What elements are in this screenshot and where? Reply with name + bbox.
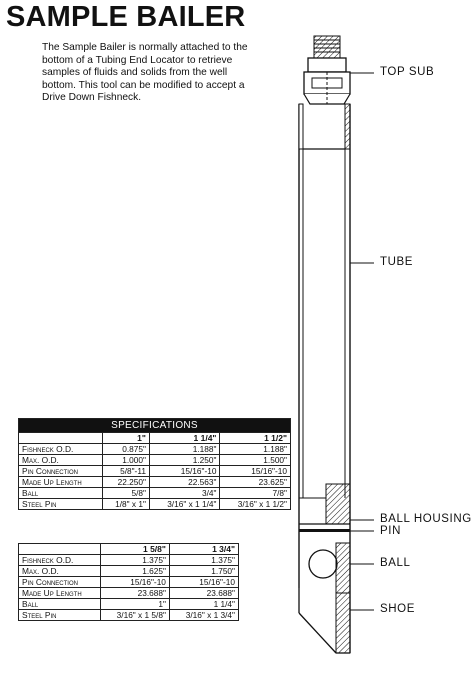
row-label: Fishneck O.D. <box>19 555 101 566</box>
shoe-shape <box>299 588 350 653</box>
table-row <box>19 566 239 577</box>
callout-ball: BALL <box>380 557 411 569</box>
table-cell: 1.750" <box>169 566 238 577</box>
row-label: Steel Pin <box>19 610 101 621</box>
table-cell: 22.250" <box>102 477 149 488</box>
table-row <box>19 499 291 510</box>
table-row <box>19 466 291 477</box>
table-cell: 1.000" <box>102 455 149 466</box>
row-label: Steel Pin <box>19 499 103 510</box>
table-row <box>19 488 291 499</box>
table-cell: 1.375" <box>100 555 169 566</box>
table-cell: 3/16" x 1 1/4" <box>149 499 220 510</box>
callout-tube: TUBE <box>380 256 414 268</box>
callout-pin: PIN <box>380 525 401 537</box>
table-cell: 23.625" <box>220 477 291 488</box>
table-cell: 5/8"-11 <box>102 466 149 477</box>
row-label: Pin Connection <box>19 466 103 477</box>
table-cell: 1.375" <box>169 555 238 566</box>
row-label: Ball <box>19 599 101 610</box>
row-label: Ball <box>19 488 103 499</box>
table-cell: 3/4" <box>149 488 220 499</box>
table-cell: 7/8" <box>220 488 291 499</box>
row-label: Made Up Length <box>19 588 101 599</box>
specifications-table-1 <box>18 418 291 510</box>
size-header-1-5-8in: 1 5/8" <box>100 544 169 555</box>
table-row <box>19 444 291 455</box>
table-cell: 23.688" <box>169 588 238 599</box>
table-header-row <box>19 544 239 555</box>
table-cell: 1.250" <box>149 455 220 466</box>
row-label: Made Up Length <box>19 477 103 488</box>
table-row <box>19 455 291 466</box>
table-cell: 22.563" <box>149 477 220 488</box>
row-label: Fishneck O.D. <box>19 444 103 455</box>
header-blank-cell <box>19 433 103 444</box>
table-cell: 15/16"-10 <box>100 577 169 588</box>
table-cell: 23.688" <box>100 588 169 599</box>
table-cell: 15/16"-10 <box>149 466 220 477</box>
callout-shoe: SHOE <box>380 603 415 615</box>
table-cell: 0.875" <box>102 444 149 455</box>
table-row <box>19 588 239 599</box>
table-cell: 15/16"-10 <box>220 466 291 477</box>
table-row <box>19 555 239 566</box>
description-text: The Sample Bailer is normally attached to the bottom of a Tubing End Locator to retrieve samples of fluids and solids from the well bottom. This tool can be modified to accept a Drive Down Fishneck. <box>42 42 248 104</box>
table-cell: 15/16"-10 <box>169 577 238 588</box>
table-cell: 1.500" <box>220 455 291 466</box>
table-cell: 3/16" x 1 5/8" <box>100 610 169 621</box>
table-cell: 1.188" <box>149 444 220 455</box>
table-cell: 1.188" <box>220 444 291 455</box>
specifications-table-2 <box>18 543 239 621</box>
callout-ball-housing: BALL HOUSING <box>380 513 472 525</box>
table-cell: 1" <box>100 599 169 610</box>
table-cell: 3/16" x 1 1/2" <box>220 499 291 510</box>
table-cell: 1.625" <box>100 566 169 577</box>
table-header-row <box>19 433 291 444</box>
table-row <box>19 577 239 588</box>
callout-top-sub: TOP SUB <box>380 66 435 78</box>
top-sub-body <box>304 58 350 104</box>
size-header-1-1-2in: 1 1/2" <box>220 433 291 444</box>
row-label: Pin Connection <box>19 577 101 588</box>
size-header-1in: 1" <box>102 433 149 444</box>
table-row <box>19 477 291 488</box>
row-label: Max. O.D. <box>19 455 103 466</box>
table-cell: 1/8" x 1" <box>102 499 149 510</box>
table-cell: 1 1/4" <box>169 599 238 610</box>
table-caption-row <box>19 419 291 433</box>
table-row <box>19 610 239 621</box>
size-header-1-3-4in: 1 3/4" <box>169 544 238 555</box>
callout-leader-lines <box>350 73 374 610</box>
ball-shape <box>309 543 350 593</box>
table-row <box>19 599 239 610</box>
top-thread <box>314 36 340 58</box>
table-cell: 5/8" <box>102 488 149 499</box>
table-caption: SPECIFICATIONS <box>19 419 291 433</box>
ball-housing <box>299 484 350 524</box>
header-blank-cell <box>19 544 101 555</box>
size-header-1-1-4in: 1 1/4" <box>149 433 220 444</box>
table-cell: 3/16" x 1 3/4" <box>169 610 238 621</box>
page-title: SAMPLE BAILER <box>6 1 246 33</box>
steel-pin <box>299 529 350 532</box>
row-label: Max. O.D. <box>19 566 101 577</box>
